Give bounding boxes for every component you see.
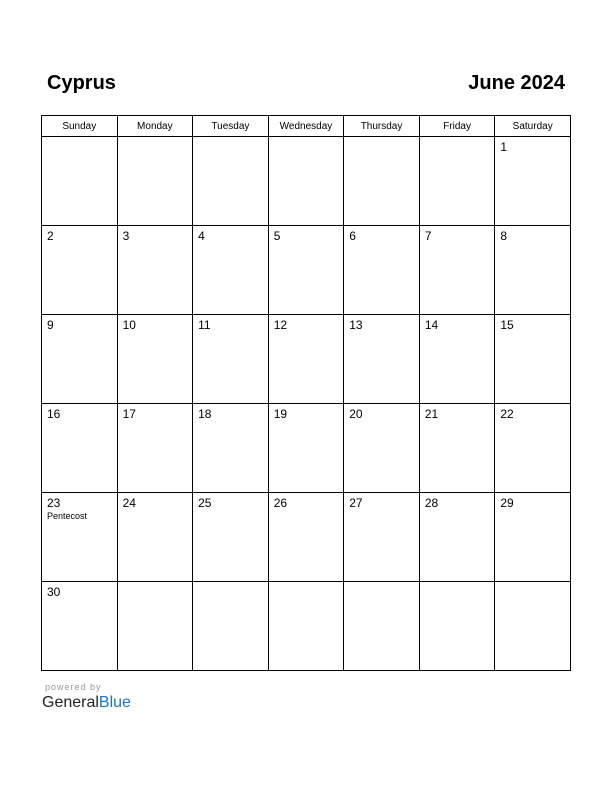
day-number: 27 xyxy=(349,496,363,510)
day-number: 13 xyxy=(349,318,363,332)
weekday-header-wednesday: Wednesday xyxy=(268,116,344,137)
brand-blue-text: Blue xyxy=(98,694,131,711)
day-number: 3 xyxy=(122,229,130,243)
day-number xyxy=(269,582,344,585)
day-cell xyxy=(117,404,193,493)
day-number: 12 xyxy=(273,318,288,332)
day-number: 26 xyxy=(273,496,288,510)
day-number: 21 xyxy=(424,407,439,421)
day-cell xyxy=(193,404,269,493)
weekday-header-saturday: Saturday xyxy=(495,116,571,137)
week-row xyxy=(42,137,571,226)
day-cell xyxy=(42,493,118,582)
day-cell xyxy=(193,493,269,582)
day-cell xyxy=(117,493,193,582)
day-cell xyxy=(419,582,495,671)
day-cell xyxy=(42,226,118,315)
day-number xyxy=(269,137,344,140)
day-number: 11 xyxy=(198,318,211,332)
day-cell xyxy=(495,315,571,404)
weekday-header-monday: Monday xyxy=(117,116,193,137)
week-row xyxy=(42,404,571,493)
day-number xyxy=(118,582,193,585)
day-number: 4 xyxy=(198,229,205,243)
day-cell xyxy=(419,493,495,582)
day-cell xyxy=(495,404,571,493)
day-number xyxy=(193,137,268,140)
day-number: 1 xyxy=(500,140,508,154)
day-cell xyxy=(193,226,269,315)
day-cell xyxy=(268,137,344,226)
day-cell xyxy=(344,137,420,226)
day-cell xyxy=(495,137,571,226)
weekday-header-friday: Friday xyxy=(419,116,495,137)
day-cell xyxy=(495,493,571,582)
day-cell xyxy=(268,226,344,315)
day-cell xyxy=(193,137,269,226)
day-cell xyxy=(344,315,420,404)
day-number: 14 xyxy=(424,318,439,332)
day-number: 6 xyxy=(349,229,356,243)
day-number xyxy=(344,137,419,140)
day-number: 7 xyxy=(424,229,432,243)
day-number xyxy=(420,137,495,140)
day-cell xyxy=(193,315,269,404)
day-cell xyxy=(344,226,420,315)
day-cell xyxy=(495,226,571,315)
weekday-header-row xyxy=(42,116,571,137)
day-number: 17 xyxy=(122,407,136,421)
day-cell xyxy=(419,137,495,226)
day-cell xyxy=(117,315,193,404)
day-number: 10 xyxy=(122,318,136,332)
week-row xyxy=(42,493,571,582)
day-number: 19 xyxy=(273,407,288,421)
weekday-header-sunday: Sunday xyxy=(42,116,118,137)
calendar-country-title: Cyprus xyxy=(47,72,116,94)
day-number: 16 xyxy=(47,407,61,421)
day-number: 9 xyxy=(47,318,54,332)
day-number xyxy=(495,582,570,585)
day-cell xyxy=(42,315,118,404)
day-cell xyxy=(344,493,420,582)
day-number: 25 xyxy=(198,496,212,510)
day-number xyxy=(193,582,268,585)
day-number xyxy=(420,582,495,585)
day-cell xyxy=(419,315,495,404)
day-number: 29 xyxy=(500,496,514,510)
weekday-header-tuesday: Tuesday xyxy=(193,116,269,137)
day-cell xyxy=(419,404,495,493)
day-number: 15 xyxy=(500,318,514,332)
day-cell xyxy=(117,582,193,671)
day-number: 8 xyxy=(500,229,508,243)
day-number: 24 xyxy=(122,496,136,510)
day-cell xyxy=(495,582,571,671)
day-number: 22 xyxy=(500,407,514,421)
week-row xyxy=(42,315,571,404)
day-cell xyxy=(268,582,344,671)
day-number: 18 xyxy=(198,407,212,421)
day-number: 20 xyxy=(349,407,363,421)
day-number xyxy=(118,137,193,140)
day-cell xyxy=(117,137,193,226)
day-cell xyxy=(42,404,118,493)
day-number: 30 xyxy=(47,585,61,599)
day-cell xyxy=(268,404,344,493)
generalblue-logo[interactable] xyxy=(42,694,131,712)
day-cell xyxy=(117,226,193,315)
day-cell xyxy=(268,493,344,582)
week-row xyxy=(42,582,571,671)
day-number: 2 xyxy=(47,229,54,243)
calendar-month-title: June 2024 xyxy=(468,72,565,94)
day-cell xyxy=(344,582,420,671)
weekday-header-thursday: Thursday xyxy=(344,116,420,137)
holiday-label-pentecost: Pentecost xyxy=(47,511,88,521)
day-cell xyxy=(419,226,495,315)
day-cell xyxy=(193,582,269,671)
calendar-grid xyxy=(41,115,571,671)
day-number: 23 xyxy=(47,496,61,510)
day-cell xyxy=(42,137,118,226)
day-number xyxy=(344,582,419,585)
day-cell xyxy=(42,582,118,671)
day-number xyxy=(42,137,117,140)
week-row xyxy=(42,226,571,315)
brand-general-text: General xyxy=(42,694,99,711)
powered-by-label: powered by xyxy=(45,682,102,692)
day-cell xyxy=(268,315,344,404)
day-number: 5 xyxy=(273,229,281,243)
day-cell xyxy=(344,404,420,493)
day-number: 28 xyxy=(424,496,439,510)
